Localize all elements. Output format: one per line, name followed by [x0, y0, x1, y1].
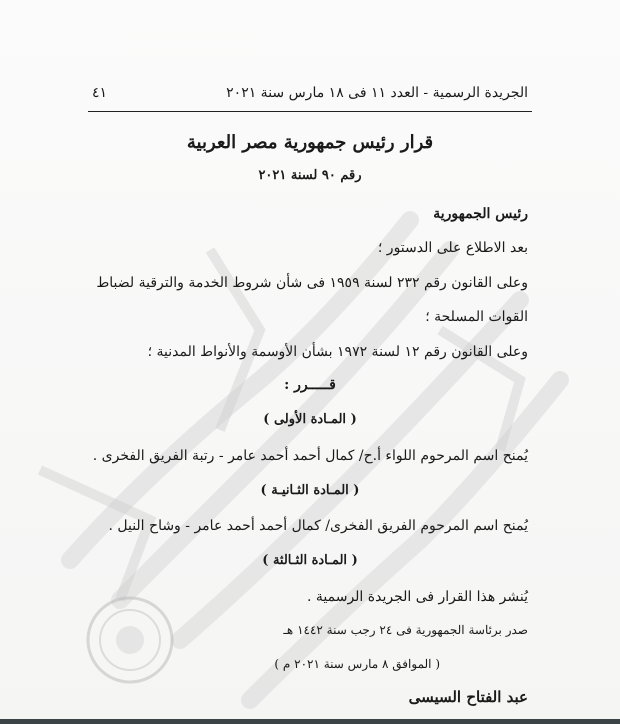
corresponding-date: ( الموافق ٨ مارس سنة ٢٠٢١ م ) [274, 657, 440, 671]
article-heading: ( المـادة الثـانيـة ) [260, 483, 360, 498]
preamble-line: وعلى القانون رقم ٢٣٢ لسنة ١٩٥٩ فى شأن شروط الخدمة والترقية لضباط [96, 275, 528, 291]
article-heading: ( المـادة الثـالثة ) [262, 553, 358, 568]
page-bottom-edge [0, 719, 620, 724]
issued-at: صدر برئاسة الجمهورية فى ٢٤ رجب سنة ١٤٤٢ هـ [283, 623, 528, 637]
article-text: يُمنح اسم المرحوم الفريق الفخرى/ كمال أحمد أحمد عامر - وشاح النيل . [108, 518, 528, 534]
signature-name: عبد الفتاح السيسى [408, 688, 528, 706]
preamble-line: القوات المسلحة ؛ [425, 309, 528, 325]
decree-number: رقم ٩٠ لسنة ٢٠٢١ [258, 168, 362, 183]
page-number: ٤١ [92, 85, 108, 101]
article-text: يُنشر هذا القرار فى الجريدة الرسمية . [306, 589, 528, 605]
preamble-line: بعد الاطلاع على الدستور ؛ [377, 240, 528, 256]
decree-title: قرار رئيس جمهورية مصر العربية [186, 132, 434, 153]
issuer-heading: رئيس الجمهورية [433, 206, 528, 222]
article-heading: ( المـادة الأولى ) [263, 412, 357, 427]
gazette-header-title: الجريدة الرسمية - العدد ١١ فى ١٨ مارس سنة ٢٠٢١ [226, 85, 528, 101]
preamble-line: وعلى القانون رقم ١٢ لسنة ١٩٧٢ بشأن الأوسمة والأنواط المدنية ؛ [147, 344, 528, 360]
decided-heading: قـــــرر : [284, 377, 336, 393]
page-header [92, 85, 528, 107]
header-rule [88, 111, 532, 112]
article-text: يُمنح اسم المرحوم اللواء أ.ح/ كمال أحمد أحمد عامر - رتبة الفريق الفخرى . [92, 448, 528, 464]
emblem-seal [88, 598, 172, 682]
